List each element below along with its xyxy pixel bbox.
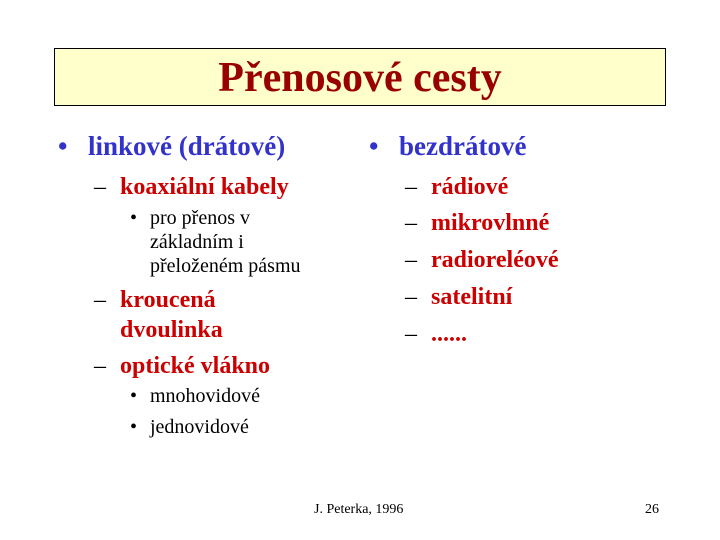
item-coax-sub-line1: pro přenos v	[150, 207, 250, 229]
dash-icon: –	[94, 174, 106, 200]
item-radio-relay	[369, 245, 669, 282]
dash-icon: –	[405, 174, 417, 200]
item-radio	[369, 172, 669, 208]
slide-title-box	[54, 48, 666, 106]
right-column	[369, 130, 669, 356]
item-optical-sub-2	[58, 415, 358, 439]
left-column	[58, 130, 358, 439]
item-optical-sub-1	[58, 384, 358, 408]
dash-icon: –	[94, 353, 106, 379]
item-coax-label: koaxiální kabely	[120, 174, 289, 200]
heading-wireless-label: bezdrátové	[399, 131, 527, 161]
dash-icon: –	[94, 287, 106, 313]
item-twisted-pair	[58, 285, 358, 345]
dash-icon: –	[405, 247, 417, 273]
item-coax-sub-line2: základním i	[150, 231, 244, 253]
item-coax-sub	[58, 206, 358, 278]
heading-wireless	[369, 130, 669, 162]
dash-icon: –	[405, 284, 417, 310]
item-radio-label: rádiové	[431, 174, 509, 200]
item-twisted-pair-line2: dvoulinka	[120, 317, 223, 343]
slide-title: Přenosové cesty	[218, 55, 502, 101]
bullet-icon: •	[130, 207, 138, 229]
heading-wired	[58, 130, 358, 162]
heading-wired-label: linkové (drátové)	[88, 131, 286, 161]
item-optical-fiber-label: optické vlákno	[120, 353, 271, 379]
item-optical-sub-2-label: jednovidové	[150, 416, 249, 438]
item-optical-sub-1-label: mnohovidové	[150, 385, 260, 407]
dash-icon: –	[405, 321, 417, 347]
item-coax-sub-line3: přeloženém pásmu	[150, 255, 301, 277]
dash-icon: –	[405, 210, 417, 236]
bullet-icon: •	[130, 385, 138, 407]
item-optical-fiber	[58, 351, 358, 381]
item-satellite	[369, 282, 669, 319]
item-twisted-pair-line1: kroucená	[120, 287, 216, 313]
item-coax	[58, 172, 358, 202]
item-more	[369, 319, 669, 356]
item-microwave	[369, 208, 669, 245]
item-satellite-label: satelitní	[431, 284, 513, 310]
page-number: 26	[645, 502, 659, 517]
bullet-icon: •	[130, 416, 138, 438]
footer-author: J. Peterka, 1996	[314, 502, 404, 517]
item-radio-relay-label: radioreléové	[431, 247, 559, 273]
item-microwave-label: mikrovlnné	[431, 210, 550, 236]
bullet-icon: •	[369, 131, 379, 161]
item-more-label: ......	[431, 321, 467, 347]
bullet-icon: •	[58, 131, 68, 161]
